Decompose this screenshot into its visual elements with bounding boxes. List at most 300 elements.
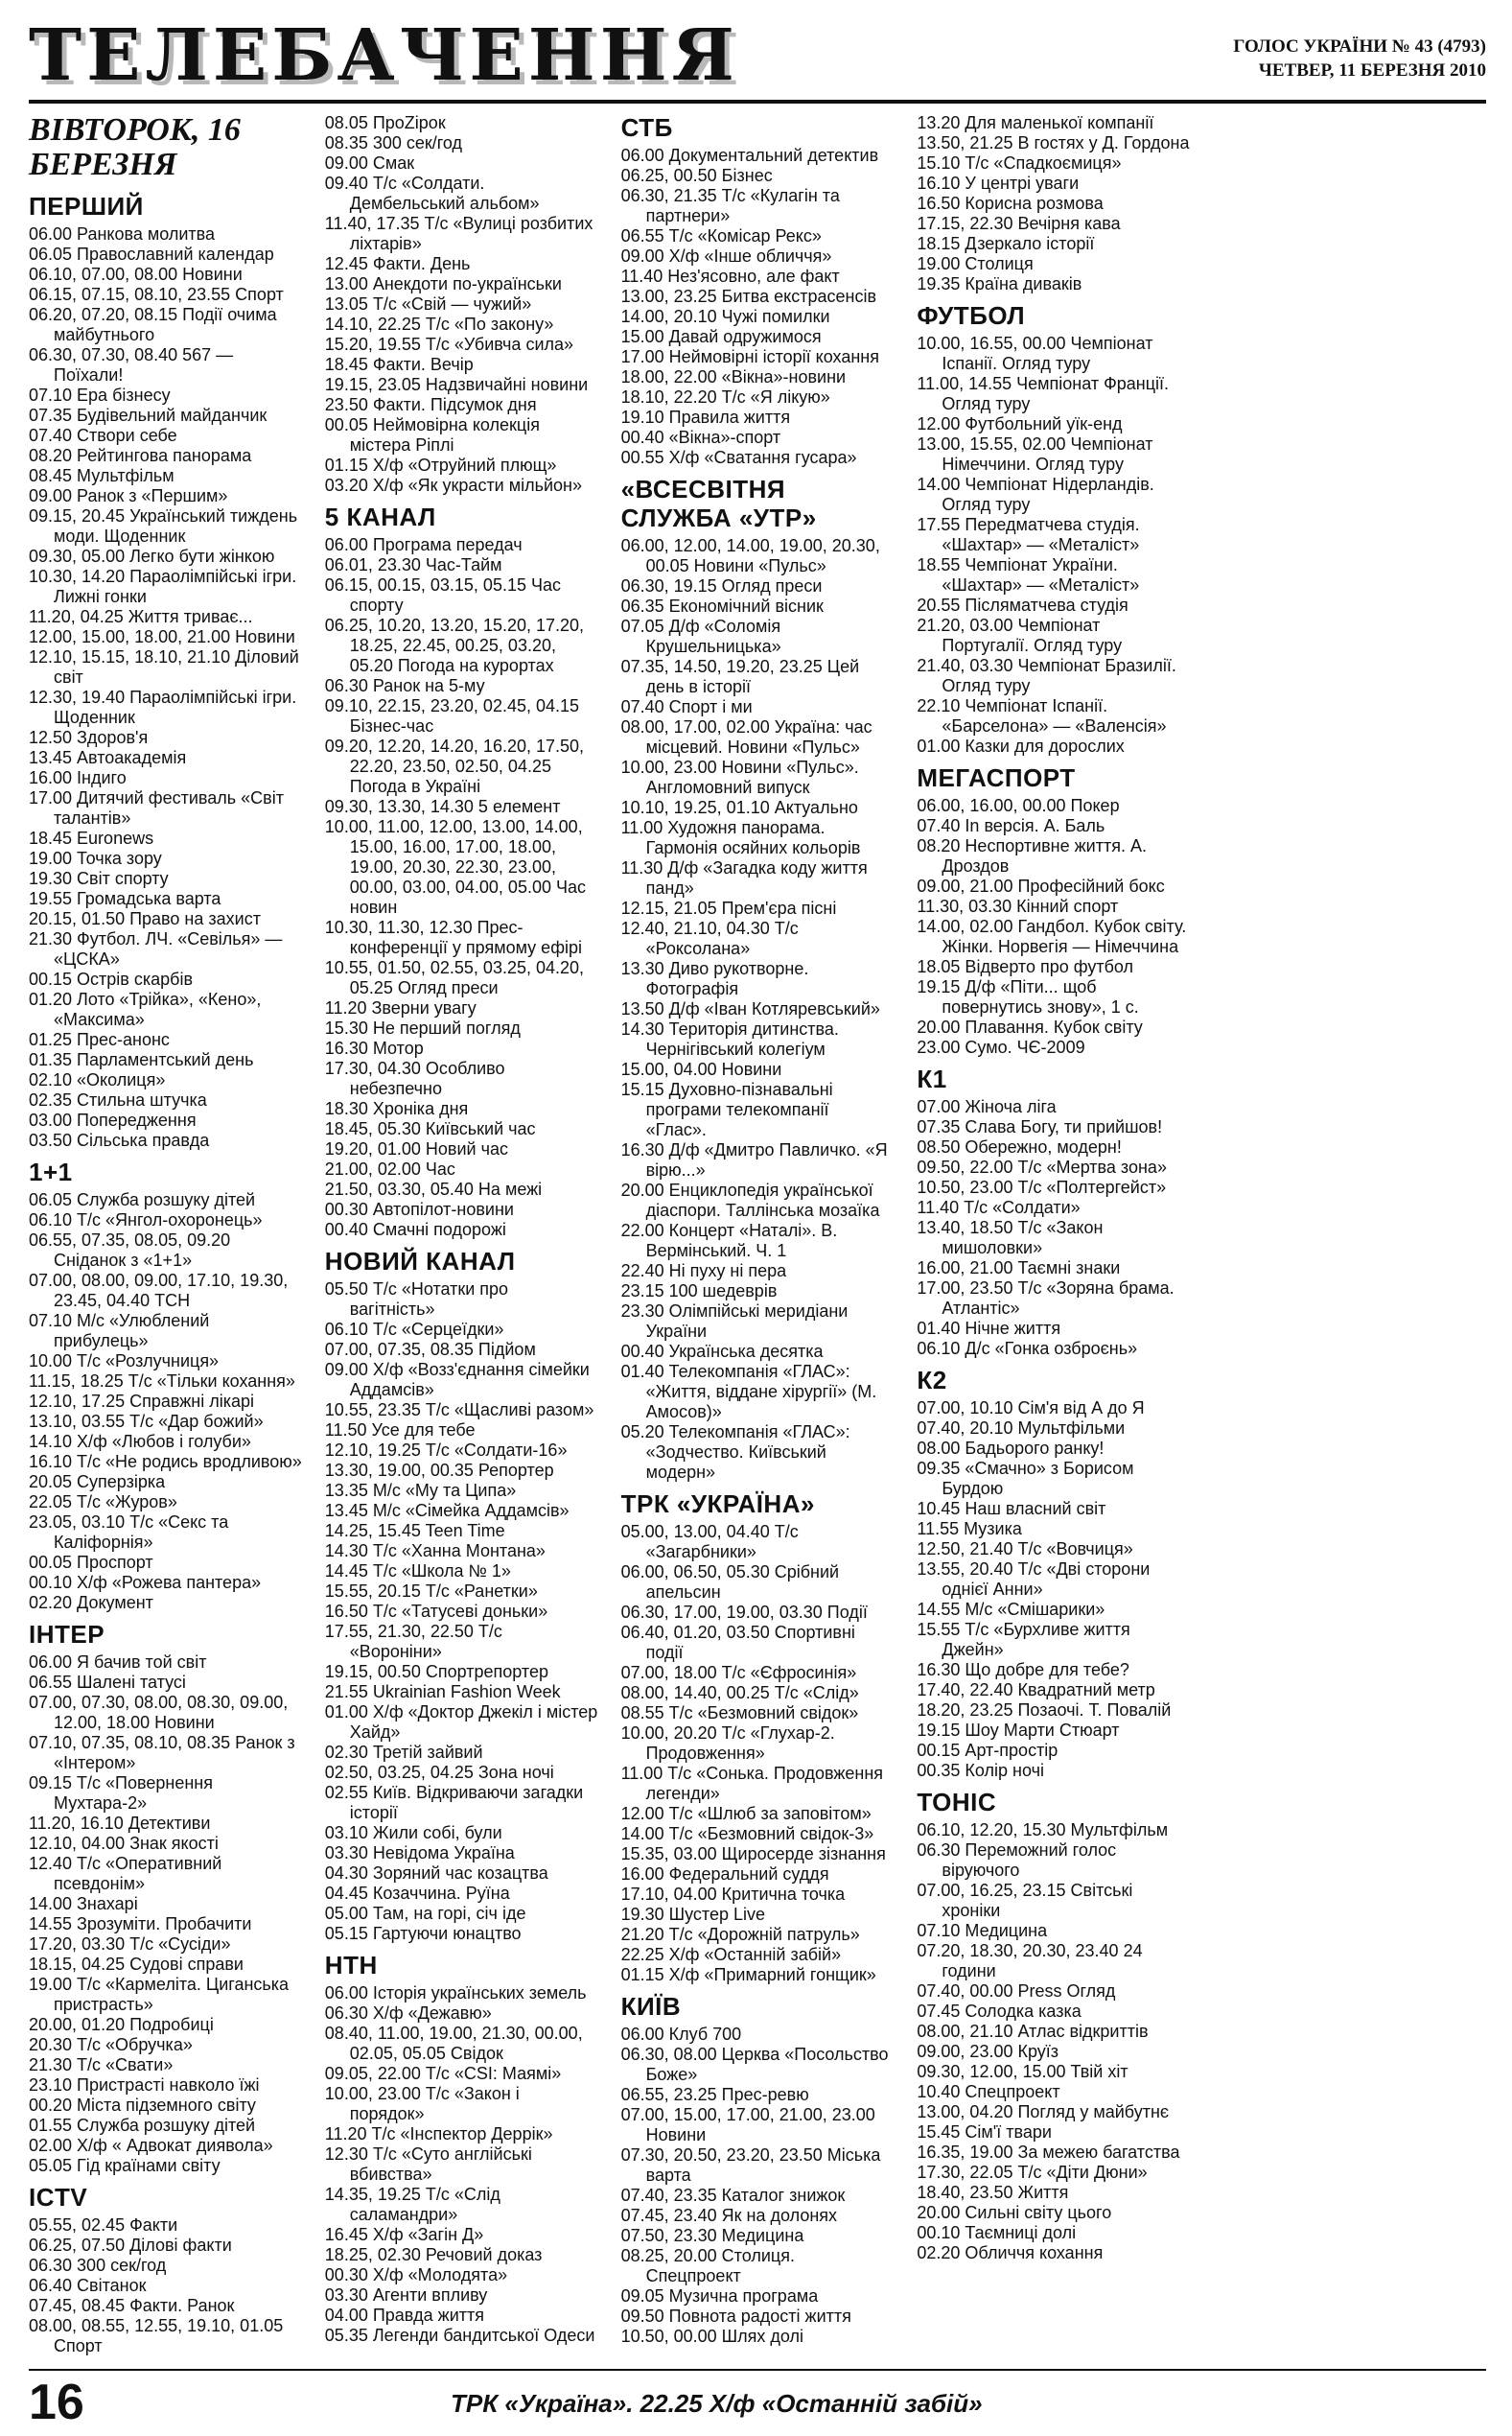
program-entry: 11.00 Художня панорама. Гармонія осяйних кольорів (620, 818, 861, 857)
program-entry: 07.00, 16.25, 23.15 Світські хроніки (917, 1881, 1133, 1920)
program-entry: 07.10 М/с «Улюблений прибулець» (29, 1311, 210, 1350)
channel-block (917, 1366, 1190, 1781)
program-entry: 14.55 Зрозуміти. Пробачити (29, 1914, 252, 1933)
channel-name: ТОНІС (917, 1788, 997, 1816)
program-entry: 00.55 Х/ф «Сватання гусара» (620, 448, 857, 467)
program-entry: 11.30, 03.30 Кінний спорт (917, 897, 1119, 916)
program-entry: 11.40 Т/с «Солдати» (917, 1198, 1081, 1217)
program-entry: 16.30 Мотор (324, 1039, 424, 1058)
program-entry: 01.00 Казки для дорослих (917, 737, 1125, 756)
header-rule (29, 100, 1486, 104)
program-entry: 00.40 «Вікна»-спорт (620, 428, 781, 447)
program-entry: 03.50 Сільська правда (29, 1131, 210, 1150)
program-entry: 00.35 Колір ночі (917, 1761, 1044, 1780)
program-entry: 16.50 Т/с «Татусеві доньки» (324, 1602, 548, 1621)
channel-name: СТБ (620, 113, 673, 142)
program-entry: 16.50 Корисна розмова (917, 194, 1104, 213)
program-entry: 12.10, 17.25 Справжні лікарі (29, 1392, 254, 1411)
program-entry: 10.00, 16.55, 00.00 Чемпіонат Іспанії. Огляд туру (917, 334, 1153, 373)
program-entry: 14.00 Т/с «Безмовний свідок-3» (620, 1824, 874, 1843)
program-entry: 14.25, 15.45 Teen Time (324, 1521, 505, 1540)
program-entry: 02.55 Київ. Відкриваючи загадки історії (324, 1783, 584, 1822)
program-entry: 17.00 Дитячий фестиваль «Світ талантів» (29, 788, 284, 828)
program-entry: 12.45 Факти. День (324, 254, 471, 273)
program-entry: 16.35, 19.00 За межею багатства (917, 2143, 1180, 2162)
program-entry: 00.05 Проспорт (29, 1553, 153, 1572)
program-entry: 19.15, 23.05 Надзвичайні новини (324, 375, 589, 394)
program-entry: 12.30 Т/с «Суто англійські вбивства» (324, 2144, 532, 2184)
program-entry: 00.05 Неймовірна колекція містера Ріплі (324, 415, 540, 455)
program-entry: 06.55 Т/с «Комісар Рекс» (620, 226, 822, 246)
program-entry: 06.00 Документальний детектив (620, 146, 879, 165)
program-entry: 11.20, 04.25 Життя триває... (29, 607, 253, 626)
program-entry: 14.00 Чемпіонат Нідерландів. Огляд туру (917, 475, 1154, 514)
program-entry: 19.00 Т/с «Кармеліта. Циганська пристрасть» (29, 1975, 290, 2014)
program-entry: 18.30 Хроніка дня (324, 1099, 469, 1118)
program-entry: 16.30 Що добре для тебе? (917, 1660, 1129, 1679)
program-entry: 13.45 М/с «Сімейка Аддамсів» (324, 1501, 570, 1520)
program-entry: 06.10, 07.00, 08.00 Новини (29, 265, 243, 284)
program-entry: 12.40 Т/с «Оперативний псевдонім» (29, 1854, 222, 1893)
program-entry: 21.20 Т/с «Дорожній патруль» (620, 1925, 860, 1944)
program-entry: 12.30, 19.40 Параолімпійські ігри. Щоденник (29, 688, 297, 727)
channel-name: МЕГАСПОРТ (917, 763, 1076, 792)
program-entry: 07.00, 18.00 Т/с «Єфросинія» (620, 1663, 857, 1682)
program-entry: 06.00, 12.00, 14.00, 19.00, 20.30, 00.05 Новини «Пульс» (620, 536, 880, 575)
program-entry: 18.20, 23.25 Позаочі. Т. Повалій (917, 1700, 1172, 1720)
program-entry: 06.35 Економічний вісник (620, 597, 824, 616)
program-entry: 07.05 Д/ф «Соломія Крушельницька» (620, 617, 781, 656)
program-entry: 08.00, 17.00, 02.00 Україна: час місцевий. Новини «Пульс» (620, 717, 872, 757)
program-entry: 08.50 Обережно, модерн! (917, 1137, 1122, 1157)
program-entry: 12.15, 21.05 Прем'єра пісні (620, 899, 837, 918)
program-entry: 06.30 Переможний голос віруючого (917, 1840, 1117, 1880)
program-entry: 10.00, 20.20 Т/с «Глухар-2. Продовження» (620, 1723, 835, 1763)
program-entry: 00.30 Автопілот-новини (324, 1200, 514, 1219)
program-entry: 15.10 Т/с «Спадкоємиця» (917, 153, 1122, 173)
program-entry: 10.45 Наш власний світ (917, 1499, 1106, 1518)
program-entry: 06.30 Ранок на 5-му (324, 676, 485, 695)
channel-block (29, 1620, 302, 2176)
program-entry: 17.15, 22.30 Вечірня кава (917, 214, 1121, 233)
page-number: 16 (29, 2375, 84, 2430)
program-entry: 09.20, 12.20, 14.20, 16.20, 17.50, 22.20, 23.50, 02.50, 04.25 Погода в Україні (324, 737, 585, 796)
program-entry: 09.35 «Смачно» з Борисом Бурдою (917, 1459, 1134, 1498)
program-entry: 13.00 Анекдоти по-українськи (324, 274, 562, 293)
channel-block (917, 1788, 1190, 2263)
program-entry: 02.35 Стильна штучка (29, 1090, 207, 1110)
program-entry: 01.55 Служба розшуку дітей (29, 2116, 256, 2135)
program-entry: 06.01, 23.30 Час-Тайм (324, 555, 502, 574)
program-entry: 17.30, 22.05 Т/с «Діти Дюни» (917, 2163, 1148, 2182)
channel-block (29, 1158, 302, 1613)
channel-block (917, 301, 1190, 757)
program-entry: 05.15 Гартуючи юнацтво (324, 1924, 522, 1943)
program-entry: 07.10 Ера бізнесу (29, 386, 171, 405)
channel-block (621, 113, 895, 468)
program-entry: 09.00 Ранок з «Першим» (29, 486, 228, 505)
program-entry: 14.35, 19.25 Т/с «Слід саламандри» (324, 2185, 500, 2224)
program-entry: 10.00, 23.00 Новини «Пульс». Англомовний випуск (620, 758, 859, 797)
program-entry: 14.30 Т/с «Ханна Монтана» (324, 1541, 546, 1560)
program-entry: 06.25, 10.20, 13.20, 15.20, 17.20, 18.25, 22.45, 00.25, 03.20, 05.20 Погода на курортах (324, 616, 585, 675)
program-entry: 09.30, 05.00 Легко бути жінкою (29, 547, 275, 566)
program-entry: 23.10 Пристрасті навколо їжі (29, 2075, 260, 2095)
program-entry: 06.55 Шалені татусі (29, 1673, 186, 1692)
program-entry: 03.30 Невідома Україна (324, 1843, 515, 1862)
program-entry: 23.30 Олімпійські меридіани України (620, 1301, 849, 1341)
program-entry: 05.00, 13.00, 04.40 Т/с «Загарбники» (620, 1522, 799, 1561)
program-entry: 18.00, 22.00 «Вікна»-новини (620, 367, 847, 386)
program-entry: 06.05 Православний календар (29, 245, 274, 264)
program-entry: 10.55, 01.50, 02.55, 03.25, 04.20, 05.25 Огляд преси (324, 958, 585, 997)
program-entry: 09.00, 21.00 Професійний бокс (917, 877, 1165, 896)
program-entry: 05.05 Гід країнами світу (29, 2156, 221, 2175)
program-entry: 00.20 Міста підземного світу (29, 2096, 256, 2115)
program-entry: 02.30 Третій зайвий (324, 1743, 483, 1762)
program-entry: 12.10, 19.25 Т/с «Солдати-16» (324, 1441, 568, 1460)
program-entry: 16.10 Т/с «Не родись вродливою» (29, 1452, 302, 1471)
program-entry: 12.50, 21.40 Т/с «Вовчиця» (917, 1539, 1133, 1558)
program-entry: 07.40 Створи себе (29, 426, 177, 445)
program-entry: 06.10, 12.20, 15.30 Мультфільм (917, 1820, 1169, 1839)
program-entry: 06.00 Історія українських земель (324, 1983, 587, 2003)
program-entry: 14.30 Територія дитинства. Чернігівський колегіум (620, 1019, 839, 1059)
program-entry: 10.00, 23.00 Т/с «Закон і порядок» (324, 2084, 520, 2123)
program-entry: 15.00, 04.00 Новини (620, 1060, 782, 1079)
program-entry: 05.35 Легенди бандитської Одеси (324, 2326, 595, 2345)
channel-block (325, 1247, 598, 1944)
channel-name: 5 КАНАЛ (324, 503, 436, 531)
program-entry: 02.00 Х/ф « Адвокат диявола» (29, 2136, 273, 2155)
program-entry: 06.10 Т/с «Серцеїдки» (324, 1320, 504, 1339)
issue-date: ЧЕТВЕР, 11 БЕРЕЗНЯ 2010 (1258, 60, 1486, 81)
footer-rule (29, 2369, 1486, 2371)
channel-name: ПЕРШИЙ (29, 192, 144, 221)
channel-name: ICTV (29, 2183, 88, 2212)
program-entry: 18.40, 23.50 Життя (917, 2183, 1069, 2202)
program-entry: 06.15, 07.15, 08.10, 23.55 Спорт (29, 285, 284, 304)
channel-name: КИЇВ (620, 1992, 682, 2021)
channel-name: ФУТБОЛ (917, 301, 1026, 330)
program-entry: 13.00, 04.20 Погляд у майбутнє (917, 2102, 1170, 2121)
channel-name: К1 (917, 1065, 947, 1093)
program-entry: 02.20 Обличчя кохання (917, 2243, 1104, 2262)
program-entry: 01.25 Прес-анонс (29, 1030, 170, 1049)
program-entry: 19.30 Шустер Live (620, 1905, 766, 1924)
tv-listing (29, 113, 1486, 2357)
program-entry: 14.10 Х/ф «Любов і голуби» (29, 1432, 251, 1451)
program-entry: 09.15 Т/с «Повернення Мухтара-2» (29, 1773, 213, 1813)
channel-block (325, 503, 598, 1240)
program-entry: 06.25, 07.50 Ділові факти (29, 2236, 232, 2255)
program-entry: 14.00, 20.10 Чужі помилки (620, 307, 830, 326)
program-entry: 11.20 Зверни увагу (324, 998, 477, 1018)
program-entry: 11.00 Т/с «Сонька. Продовження легенди» (620, 1764, 884, 1803)
program-entry: 15.45 Сім'ї твари (917, 2122, 1052, 2142)
program-entry: 16.00, 21.00 Таємні знаки (917, 1258, 1121, 1277)
program-entry: 01.20 Лото «Трійка», «Кено», «Максима» (29, 990, 262, 1029)
program-entry: 17.40, 22.40 Квадратний метр (917, 1680, 1155, 1699)
section-title: ТЕЛЕБАЧЕННЯ (29, 14, 739, 97)
program-entry: 15.55, 20.15 Т/с «Ранетки» (324, 1581, 538, 1601)
program-entry: 13.20 Для маленької компанії (917, 113, 1154, 132)
program-entry: 12.00, 15.00, 18.00, 21.00 Новини (29, 627, 295, 646)
program-entry: 09.00, 23.00 Круїз (917, 2042, 1059, 2061)
program-entry: 18.45, 05.30 Київський час (324, 1119, 536, 1138)
program-entry: 10.00 Т/с «Розлучниця» (29, 1351, 220, 1370)
program-entry: 23.05, 03.10 Т/с «Секс та Каліфорнія» (29, 1512, 229, 1552)
program-entry: 09.30, 13.30, 14.30 5 елемент (324, 797, 561, 816)
program-entry: 08.45 Мультфільм (29, 466, 174, 485)
program-entry: 06.05 Служба розшуку дітей (29, 1190, 256, 1209)
program-entry: 13.40, 18.50 Т/с «Закон мишоловки» (917, 1218, 1104, 1257)
program-entry: 12.00 Т/с «Шлюб за заповітом» (620, 1804, 872, 1823)
program-entry: 17.30, 04.30 Особливо небезпечно (324, 1059, 505, 1098)
day-title: ВІВТОРОК, 16 БЕРЕЗНЯ (29, 112, 241, 182)
program-entry: 05.20 Телекомпанія «ГЛАС»: «Зодчество. Київський модерн» (620, 1422, 850, 1482)
program-entry: 17.20, 03.30 Т/с «Сусіди» (29, 1934, 231, 1954)
program-entry: 11.20 Т/с «Інспектор Деррік» (324, 2124, 553, 2143)
program-entry: 19.00 Точка зору (29, 849, 162, 868)
program-entry: 13.05 Т/с «Свій — чужий» (324, 294, 532, 314)
program-entry: 07.20, 18.30, 20.30, 23.40 24 години (917, 1941, 1143, 1980)
program-entry: 11.55 Музика (917, 1519, 1022, 1538)
program-entry: 15.00 Давай одружимося (620, 327, 822, 346)
program-entry: 09.50, 22.00 Т/с «Мертва зона» (917, 1158, 1167, 1177)
program-entry: 02.20 Документ (29, 1593, 153, 1612)
program-entry: 09.05, 22.00 Т/с «CSI: Маямі» (324, 2064, 562, 2083)
program-entry: 21.55 Ukrainian Fashion Week (324, 1682, 561, 1701)
program-entry: 07.35 Слава Богу, ти прийшов! (917, 1117, 1163, 1136)
program-entry: 13.55, 20.40 Т/с «Дві сторони однієї Анни» (917, 1559, 1151, 1599)
program-entry: 13.45 Автоакадемія (29, 748, 187, 767)
program-entry: 10.40 Спецпроект (917, 2082, 1060, 2101)
program-entry: 21.20, 03.00 Чемпіонат Португалії. Огляд туру (917, 616, 1123, 655)
program-entry: 07.45, 08.45 Факти. Ранок (29, 2296, 235, 2315)
program-entry: 16.10 У центрі уваги (917, 174, 1080, 193)
program-entry: 07.00, 07.30, 08.00, 08.30, 09.00, 12.00, 18.00 Новини (29, 1693, 289, 1732)
channel-name: «ВСЕСВІТНЯ СЛУЖБА «УТР» (620, 475, 817, 532)
program-entry: 08.35 300 сек/год (324, 133, 463, 152)
program-entry: 07.40 Спорт і ми (620, 697, 753, 716)
program-entry: 18.15 Дзеркало історії (917, 234, 1095, 253)
channel-name: НОВИЙ КАНАЛ (324, 1247, 516, 1276)
program-entry: 11.50 Усе для тебе (324, 1420, 476, 1440)
program-entry: 19.15 Д/ф «Піти... щоб повернутись знову», 1 с. (917, 977, 1139, 1017)
program-entry: 07.45, 23.40 Як на долонях (620, 2206, 838, 2225)
program-entry: 01.15 Х/ф «Примарний гонщик» (620, 1965, 876, 1984)
issue-number: ГОЛОС УКРАЇНИ № 43 (4793) (1233, 36, 1486, 57)
program-entry: 17.00, 23.50 Т/с «Зоряна брама. Атлантіс» (917, 1278, 1175, 1318)
channel-name: 1+1 (29, 1158, 73, 1186)
program-entry: 02.10 «Околиця» (29, 1070, 166, 1089)
program-entry: 16.30 Д/ф «Дмитро Павличко. «Я вірю...» (620, 1140, 888, 1180)
program-entry: 06.40 Світанок (29, 2276, 147, 2295)
program-entry: 07.00 Жіноча ліга (917, 1097, 1057, 1116)
channel-name: НТН (324, 1951, 378, 1979)
program-entry: 06.20, 07.20, 08.15 Події очима майбутнього (29, 305, 277, 344)
program-entry: 07.45 Солодка казка (917, 2002, 1082, 2021)
program-entry: 18.10, 22.20 Т/с «Я лікую» (620, 387, 830, 407)
program-entry: 19.15, 00.50 Спортрепортер (324, 1662, 548, 1681)
program-entry: 23.15 100 шедеврів (620, 1281, 778, 1300)
program-entry: 10.55, 23.35 Т/с «Щасливі разом» (324, 1400, 594, 1419)
program-entry: 20.00 Енциклопедія української діаспори. Таллінська мозаїка (620, 1181, 880, 1220)
program-entry: 12.50 Здоров'я (29, 728, 149, 747)
program-entry: 06.30, 08.00 Церква «Посольство Боже» (620, 2045, 889, 2084)
program-entry: 22.25 Х/ф «Останній забій» (620, 1945, 842, 1964)
program-entry: 14.10, 22.25 Т/с «По закону» (324, 315, 554, 334)
program-entry: 07.30, 20.50, 23.20, 23.50 Міська варта (620, 2145, 881, 2185)
program-entry: 19.15 Шоу Марти Стюарт (917, 1721, 1120, 1740)
program-entry: 06.00 Ранкова молитва (29, 224, 216, 244)
program-entry: 19.30 Світ спорту (29, 869, 169, 888)
program-entry: 07.10, 07.35, 08.10, 08.35 Ранок з «Інтером» (29, 1733, 295, 1772)
program-entry: 19.20, 01.00 Новий час (324, 1139, 508, 1159)
program-entry: 18.55 Чемпіонат України. «Шахтар» — «Металіст» (917, 555, 1140, 595)
program-entry: 15.30 Не перший погляд (324, 1019, 521, 1038)
program-entry: 07.00, 15.00, 17.00, 21.00, 23.00 Новини (620, 2105, 875, 2144)
program-entry: 12.10, 15.15, 18.10, 21.10 Діловий світ (29, 647, 299, 687)
program-entry: 07.35, 14.50, 19.20, 23.25 Цей день в історії (620, 657, 860, 696)
program-entry: 08.20 Неспортивне життя. А. Дроздов (917, 836, 1147, 876)
program-entry: 11.20, 16.10 Детективи (29, 1814, 211, 1833)
channel-block (29, 192, 302, 1151)
program-entry: 14.55 М/с «Смішарики» (917, 1600, 1105, 1619)
program-entry: 13.35 М/с «Му та Ципа» (324, 1481, 517, 1500)
channel-block (917, 1065, 1190, 1359)
program-entry: 07.00, 07.35, 08.35 Підйом (324, 1340, 536, 1359)
footer-recommendation: ТРК «Україна». 22.25 Х/ф «Останній забій» (451, 2389, 983, 2418)
program-entry: 06.30, 19.15 Огляд преси (620, 576, 823, 596)
program-entry: 11.00, 14.55 Чемпіонат Франції. Огляд туру (917, 374, 1170, 413)
program-entry: 08.00 Бадьорого ранку! (917, 1439, 1105, 1458)
program-entry: 08.00, 14.40, 00.25 Т/с «Слід» (620, 1683, 859, 1702)
issue-info (1233, 35, 1486, 82)
program-entry: 09.05 Музична програма (620, 2286, 819, 2306)
program-entry: 03.10 Жили собі, були (324, 1823, 502, 1842)
program-entry: 16.00 Федеральний суддя (620, 1864, 829, 1884)
program-entry: 16.45 Х/ф «Загін Д» (324, 2225, 484, 2244)
program-entry: 08.00, 08.55, 12.55, 19.10, 01.05 Спорт (29, 2316, 284, 2355)
program-entry: 13.10, 03.55 Т/с «Дар божий» (29, 1412, 264, 1431)
program-entry: 07.40, 20.10 Мультфільми (917, 1418, 1126, 1438)
program-entry: 08.40, 11.00, 19.00, 21.30, 00.00, 02.05, 05.05 Свідок (324, 2024, 583, 2063)
program-entry: 20.00 Сильні світу цього (917, 2203, 1112, 2222)
program-entry: 06.10 Т/с «Янгол-охоронець» (29, 1210, 263, 1230)
program-entry: 04.00 Правда життя (324, 2306, 485, 2325)
program-entry: 02.50, 03.25, 04.25 Зона ночі (324, 1763, 554, 1782)
program-entry: 20.55 Післяматчева студія (917, 596, 1128, 615)
program-entry: 21.30 Футбол. ЛЧ. «Севілья» — «ЦСКА» (29, 929, 283, 969)
program-entry: 07.40, 00.00 Press Огляд (917, 1981, 1116, 2001)
program-entry: 20.00, 01.20 Подробиці (29, 2015, 214, 2034)
program-entry: 06.30, 17.00, 19.00, 03.30 Події (620, 1603, 868, 1622)
program-entry: 12.40, 21.10, 04.30 Т/с «Роксолана» (620, 919, 799, 958)
program-entry: 06.40, 01.20, 03.50 Спортивні події (620, 1623, 855, 1662)
program-entry: 06.00, 06.50, 05.30 Срібний апельсин (620, 1562, 840, 1602)
program-entry: 06.00 Я бачив той світ (29, 1652, 207, 1672)
program-entry: 09.00 Х/ф «Інше обличчя» (620, 246, 832, 266)
program-entry: 03.00 Попередження (29, 1111, 197, 1130)
program-entry: 04.30 Зоряний час козацтва (324, 1863, 548, 1883)
program-entry: 07.50, 23.30 Медицина (620, 2226, 804, 2245)
program-entry: 06.30 300 сек/год (29, 2256, 167, 2275)
program-entry: 07.40, 23.35 Каталог знижок (620, 2186, 846, 2205)
program-entry: 08.55 Т/с «Безмовний свідок» (620, 1703, 859, 1722)
program-entry: 19.10 Правила життя (620, 408, 791, 427)
program-entry: 10.00, 11.00, 12.00, 13.00, 14.00, 15.00, 16.00, 17.00, 18.00, 19.00, 20.30, 22.30, 23.00, 00.00, 03.00, 04.00, 05.00 Час новин (324, 817, 586, 917)
program-entry: 07.40 In версія. А. Баль (917, 816, 1105, 835)
program-entry: 06.30, 07.30, 08.40 567 — Поїхали! (29, 345, 234, 385)
program-entry: 00.15 Арт-простір (917, 1741, 1058, 1760)
channel-name: К2 (917, 1366, 947, 1394)
program-entry: 09.30, 12.00, 15.00 Твій хіт (917, 2062, 1128, 2081)
program-entry: 08.05 ПроZірок (324, 113, 446, 132)
program-entry: 11.40, 17.35 Т/с «Вулиці розбитих ліхтарів» (324, 214, 593, 253)
program-entry: 08.20 Рейтингова панорама (29, 446, 252, 465)
program-entry: 22.00 Концерт «Наталі». В. Вермінський. Ч. 1 (620, 1221, 838, 1260)
program-entry: 11.40 Нез'ясовно, але факт (620, 267, 840, 286)
program-entry: 18.15, 04.25 Судові справи (29, 1955, 244, 1974)
program-entry: 07.35 Будівельний майданчик (29, 406, 268, 425)
program-entry: 00.10 Х/ф «Рожева пантера» (29, 1573, 262, 1592)
program-entry: 21.00, 02.00 Час (324, 1159, 455, 1179)
program-entry: 09.40 Т/с «Солдати. Дембельський альбом» (324, 174, 540, 213)
program-entry: 14.00, 02.00 Гандбол. Кубок світу. Жінки. Норвегія — Німеччина (917, 917, 1187, 956)
program-entry: 21.50, 03.30, 05.40 На межі (324, 1180, 543, 1199)
program-entry: 20.05 Суперзірка (29, 1472, 166, 1491)
program-entry: 15.35, 03.00 Щиросерде зізнання (620, 1844, 886, 1863)
program-entry: 17.55 Передматчева студія. «Шахтар» — «Металіст» (917, 515, 1140, 554)
program-entry: 13.50, 21.25 В гостях у Д. Гордона (917, 133, 1190, 152)
program-entry: 12.00 Футбольний уїк-енд (917, 414, 1123, 433)
program-entry: 22.10 Чемпіонат Іспанії. «Барселона» — «Валенсія» (917, 696, 1167, 736)
program-entry: 04.45 Козаччина. Руїна (324, 1884, 510, 1903)
program-entry: 11.15, 18.25 Т/с «Тільки кохання» (29, 1371, 295, 1391)
channel-block (621, 475, 895, 1483)
program-entry: 05.55, 02.45 Факти (29, 2215, 178, 2235)
program-entry: 22.40 Ні пуху ні пера (620, 1261, 787, 1280)
program-entry: 09.50 Повнота радості життя (620, 2307, 851, 2326)
program-entry: 06.25, 00.50 Бізнес (620, 166, 773, 185)
program-entry: 13.00, 15.55, 02.00 Чемпіонат Німеччини. Огляд туру (917, 434, 1153, 474)
channel-block (621, 1489, 895, 1985)
program-entry: 00.30 Х/ф «Молодята» (324, 2265, 508, 2284)
program-entry: 06.30 Х/ф «Дежавю» (324, 2003, 492, 2023)
program-entry: 16.00 Індиго (29, 768, 127, 787)
program-entry: 05.50 Т/с «Нотатки про вагітність» (324, 1279, 509, 1319)
program-entry: 19.35 Країна диваків (917, 274, 1082, 293)
program-entry: 06.00 Програма передач (324, 535, 523, 554)
program-entry: 08.25, 20.00 Столиця. Спецпроект (620, 2246, 795, 2285)
channel-block (325, 1951, 598, 2346)
program-entry: 00.40 Смачні подорожі (324, 1220, 506, 1239)
program-entry: 00.40 Українська десятка (620, 1342, 824, 1361)
program-entry: 01.00 Х/ф «Доктор Джекіл і містер Хайд» (324, 1702, 598, 1742)
program-entry: 03.20 Х/ф «Як украсти мільйон» (324, 476, 583, 495)
program-entry: 00.15 Острів скарбів (29, 970, 194, 989)
program-entry: 17.00 Неймовірні історії кохання (620, 347, 879, 366)
program-entry: 06.55, 23.25 Прес-ревю (620, 2085, 809, 2104)
program-entry: 18.05 Відверто про футбол (917, 957, 1134, 976)
program-entry: 10.30, 14.20 Параолімпійські ігри. Лижні гонки (29, 567, 297, 606)
program-entry: 14.45 Т/с «Школа № 1» (324, 1561, 511, 1581)
program-entry: 06.15, 00.15, 03.15, 05.15 Час спорту (324, 575, 561, 615)
program-entry: 20.00 Плавання. Кубок світу (917, 1018, 1143, 1037)
program-entry: 07.10 Медицина (917, 1921, 1048, 1940)
